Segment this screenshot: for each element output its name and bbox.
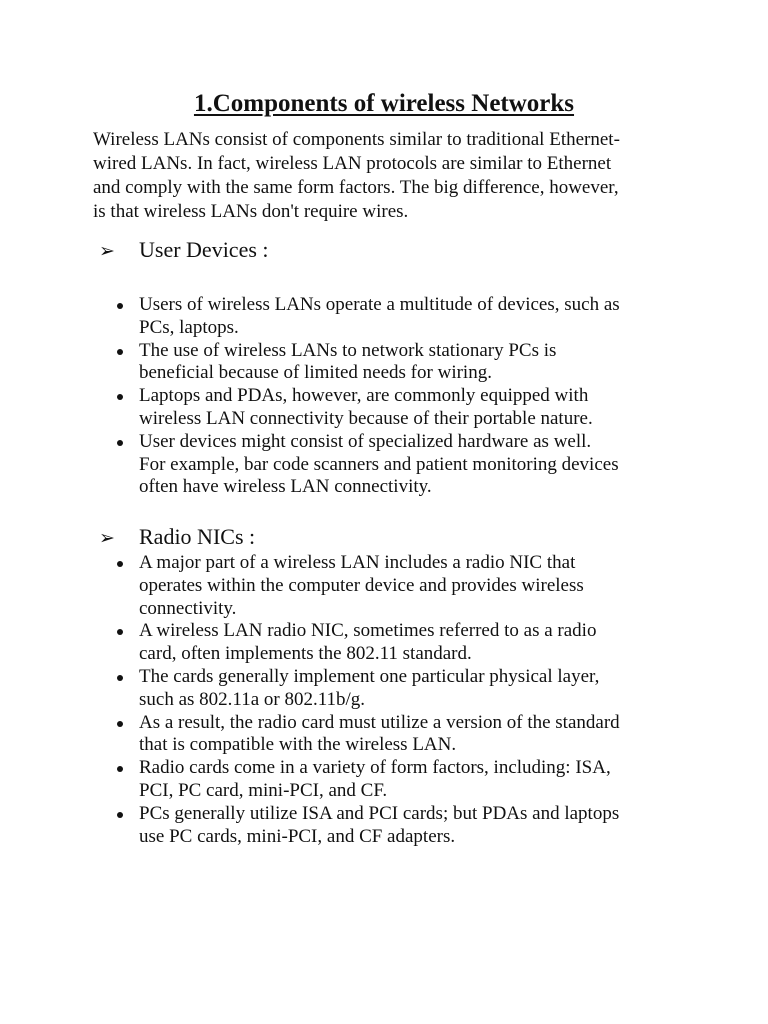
- intro-line: and comply with the same form factors. The big difference, however,: [93, 177, 619, 198]
- intro-line: wired LANs. In fact, wireless LAN protocols are similar to Ethernet: [93, 153, 612, 174]
- bullet-dot-icon: [117, 561, 123, 567]
- list-item: [112, 431, 712, 499]
- bullet-dot-icon: [117, 766, 123, 772]
- radio-nics-list: [112, 552, 712, 848]
- bullet-dot-icon: [117, 440, 123, 446]
- list-item: [112, 385, 712, 431]
- list-item-line: A wireless LAN radio NIC, sometimes referred to as a radio: [139, 620, 597, 642]
- list-item-line: Laptops and PDAs, however, are commonly equipped with: [139, 385, 589, 407]
- list-item-line: PCs generally utilize ISA and PCI cards; but PDAs and laptops: [139, 802, 620, 824]
- list-item-line: For example, bar code scanners and patient monitoring devices: [139, 453, 619, 475]
- list-item-line: often have wireless LAN connectivity.: [139, 476, 432, 498]
- list-item-line: that is compatible with the wireless LAN.: [139, 734, 457, 756]
- list-item-line: The cards generally implement one particular physical layer,: [139, 665, 600, 687]
- list-item: [112, 712, 712, 758]
- list-item-line: Users of wireless LANs operate a multitude of devices, such as: [139, 294, 620, 315]
- list-item-line: beneficial because of limited needs for wiring.: [139, 362, 492, 384]
- list-item: [112, 666, 712, 712]
- list-item-line: Radio cards come in a variety of form factors, including: ISA,: [139, 757, 611, 779]
- bullet-dot-icon: [117, 629, 123, 635]
- list-item-line: connectivity.: [139, 597, 237, 619]
- arrow-bullet-icon: ➢: [99, 240, 115, 262]
- section-heading-label: User Devices :: [139, 237, 269, 262]
- list-item: [112, 340, 712, 386]
- intro-line: is that wireless LANs don't require wires.: [93, 201, 409, 222]
- bullet-dot-icon: [117, 394, 123, 400]
- intro-paragraph: [93, 128, 673, 224]
- page-title: 1.Components of wireless Networks: [193, 90, 575, 117]
- list-item-line: As a result, the radio card must utilize a version of the standard: [139, 711, 620, 733]
- bullet-dot-icon: [117, 721, 123, 727]
- intro-line: Wireless LANs consist of components similar to traditional Ethernet-: [93, 129, 620, 150]
- list-item: [112, 757, 712, 803]
- list-item-line: use PC cards, mini-PCI, and CF adapters.: [139, 825, 456, 847]
- bullet-dot-icon: [117, 675, 123, 681]
- list-item-line: card, often implements the 802.11 standard.: [139, 643, 472, 665]
- list-item-line: PCI, PC card, mini-PCI, and CF.: [139, 779, 388, 801]
- list-item-line: such as 802.11a or 802.11b/g.: [139, 688, 366, 710]
- list-item-line: operates within the computer device and provides wireless: [139, 574, 584, 596]
- list-item: [112, 552, 712, 620]
- bullet-dot-icon: [117, 349, 123, 355]
- list-item-line: A major part of a wireless LAN includes a radio NIC that: [139, 552, 576, 573]
- section-heading-label: Radio NICs :: [139, 524, 256, 549]
- list-item-line: The use of wireless LANs to network stationary PCs is: [139, 339, 557, 361]
- list-item-line: wireless LAN connectivity because of their portable nature.: [139, 407, 593, 429]
- bullet-dot-icon: [117, 303, 123, 309]
- list-item: [112, 294, 712, 340]
- section-heading-user-devices: [99, 236, 269, 265]
- bullet-dot-icon: [117, 812, 123, 818]
- user-devices-list: [112, 294, 712, 499]
- section-heading-radio-nics: [99, 523, 255, 552]
- list-item: [112, 620, 712, 666]
- list-item: [112, 803, 712, 849]
- list-item-line: User devices might consist of specialized hardware as well.: [139, 430, 592, 452]
- list-item-line: PCs, laptops.: [139, 316, 239, 338]
- arrow-bullet-icon: ➢: [99, 527, 115, 549]
